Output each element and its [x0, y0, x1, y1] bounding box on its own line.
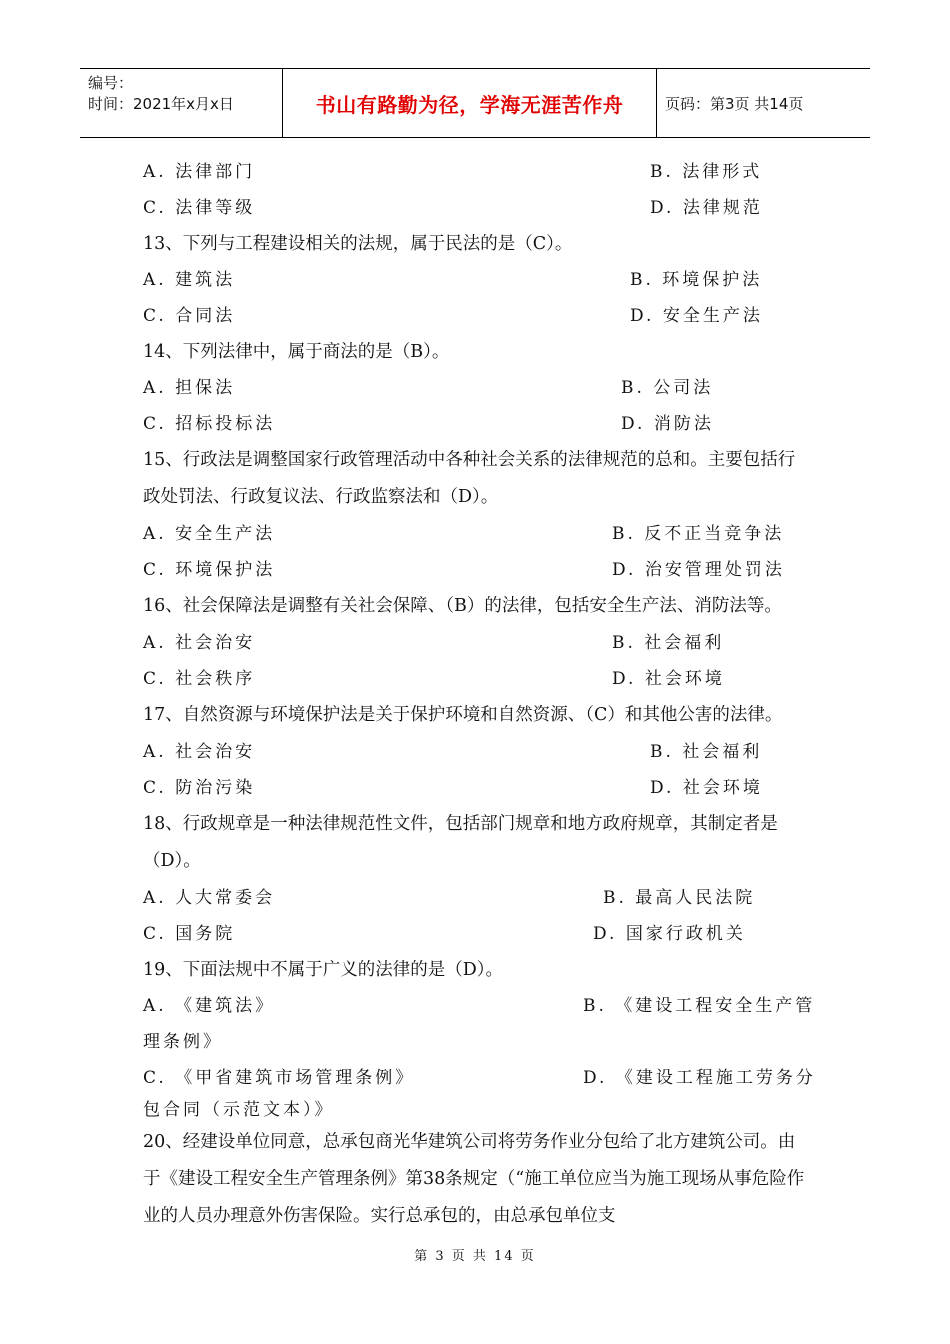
page-label: 页码：第3页 共14页 — [665, 94, 804, 113]
option-c: C. 招标投标法 — [143, 414, 276, 434]
question-15: 15、行政法是调整国家行政管理活动中各种社会关系的法律规范的总和。主要包括行政处罚法、行政复议法、行政监察法和（D）。 — [143, 450, 796, 507]
question-16: 16、社会保障法是调整有关社会保障、（B）的法律，包括安全生产法、消防法等。 — [143, 596, 782, 616]
option-row — [143, 770, 808, 806]
option-d: D. 安全生产法 — [630, 306, 763, 326]
header-motto-cell — [282, 69, 657, 137]
option-b: B. 最高人民法院 — [603, 888, 756, 908]
option-a: A. 社会治安 — [143, 742, 256, 762]
option-d: D. 社会环境 — [650, 778, 763, 798]
option-d-continued: 包合同（示范文本）》 — [143, 1100, 335, 1120]
question-14: 14、下列法律中，属于商法的是（B）。 — [143, 342, 450, 362]
option-a: A. 担保法 — [143, 378, 236, 398]
option-row — [143, 880, 808, 916]
option-b: B. 社会福利 — [650, 742, 763, 762]
option-continuation — [143, 1096, 808, 1124]
option-a: A. 安全生产法 — [143, 524, 276, 544]
option-c: C. 社会秩序 — [143, 669, 256, 689]
option-d: D. 消防法 — [621, 414, 714, 434]
option-row — [143, 625, 808, 661]
page-footer: 第 3 页 共 14 页 — [414, 1249, 536, 1264]
option-row — [143, 298, 808, 334]
option-a: A. 《建筑法》 — [143, 996, 276, 1016]
question-18: 18、行政规章是一种法律规范性文件，包括部门规章和地方政府规章，其制定者是（D）。 — [143, 814, 778, 871]
option-row — [143, 516, 808, 552]
option-row — [143, 916, 808, 952]
option-b: B. 社会福利 — [612, 633, 725, 653]
option-d: D. 国家行政机关 — [593, 924, 746, 944]
question-20: 20、经建设单位同意，总承包商光华建筑公司将劳务作业分包给了北方建筑公司。由于《建设工程安全生产管理条例》第38条规定（“施工单位应当为施工现场从事危险作业的人员办理意外伤害保险。实行总承包的，由总承包单位支 — [143, 1132, 805, 1226]
option-c: C. 防治污染 — [143, 778, 256, 798]
option-row — [143, 190, 808, 226]
option-d: D. 《建设工程施工劳务分 — [583, 1068, 816, 1088]
option-b: B. 公司法 — [621, 378, 714, 398]
option-row — [143, 734, 808, 770]
serial-label: 编号： — [88, 74, 134, 92]
question-19: 19、下面法规中不属于广义的法律的是（D）。 — [143, 960, 504, 980]
option-row — [143, 1060, 816, 1096]
option-continuation — [143, 1024, 808, 1060]
option-row — [143, 552, 808, 588]
option-c: C. 《甲省建筑市场管理条例》 — [143, 1068, 416, 1088]
page-header — [80, 68, 870, 138]
option-c: C. 国务院 — [143, 924, 236, 944]
document-body — [143, 154, 816, 1235]
option-row — [143, 988, 816, 1024]
option-d: D. 社会环境 — [612, 669, 725, 689]
option-c: C. 环境保护法 — [143, 560, 276, 580]
question-17: 17、自然资源与环境保护法是关于保护环境和自然资源、（C）和其他公害的法律。 — [143, 705, 783, 725]
option-b: B. 反不正当竞争法 — [612, 524, 785, 544]
option-a: A. 法律部门 — [143, 162, 256, 182]
option-b: B. 《建设工程安全生产管 — [583, 996, 816, 1016]
option-b: B. 环境保护法 — [630, 270, 763, 290]
option-c: C. 法律等级 — [143, 198, 256, 218]
option-row — [143, 262, 808, 298]
option-c: C. 合同法 — [143, 306, 236, 326]
option-d: D. 法律规范 — [650, 198, 763, 218]
question-13: 13、下列与工程建设相关的法规，属于民法的是（C）。 — [143, 234, 573, 254]
option-row — [143, 370, 808, 406]
option-b: B. 法律形式 — [650, 162, 763, 182]
header-meta — [80, 69, 282, 137]
option-row — [143, 406, 808, 442]
option-row — [143, 154, 808, 190]
option-a: A. 人大常委会 — [143, 888, 276, 908]
header-page-cell — [657, 69, 870, 137]
option-b-continued: 理条例》 — [143, 1032, 223, 1052]
motto-text: 书山有路勤为径，学海无涯苦作舟 — [315, 92, 624, 117]
time-label: 时间：2021年x月x日 — [88, 95, 234, 113]
option-a: A. 建筑法 — [143, 270, 236, 290]
option-a: A. 社会治安 — [143, 633, 256, 653]
option-d: D. 治安管理处罚法 — [612, 560, 785, 580]
option-row — [143, 661, 808, 697]
